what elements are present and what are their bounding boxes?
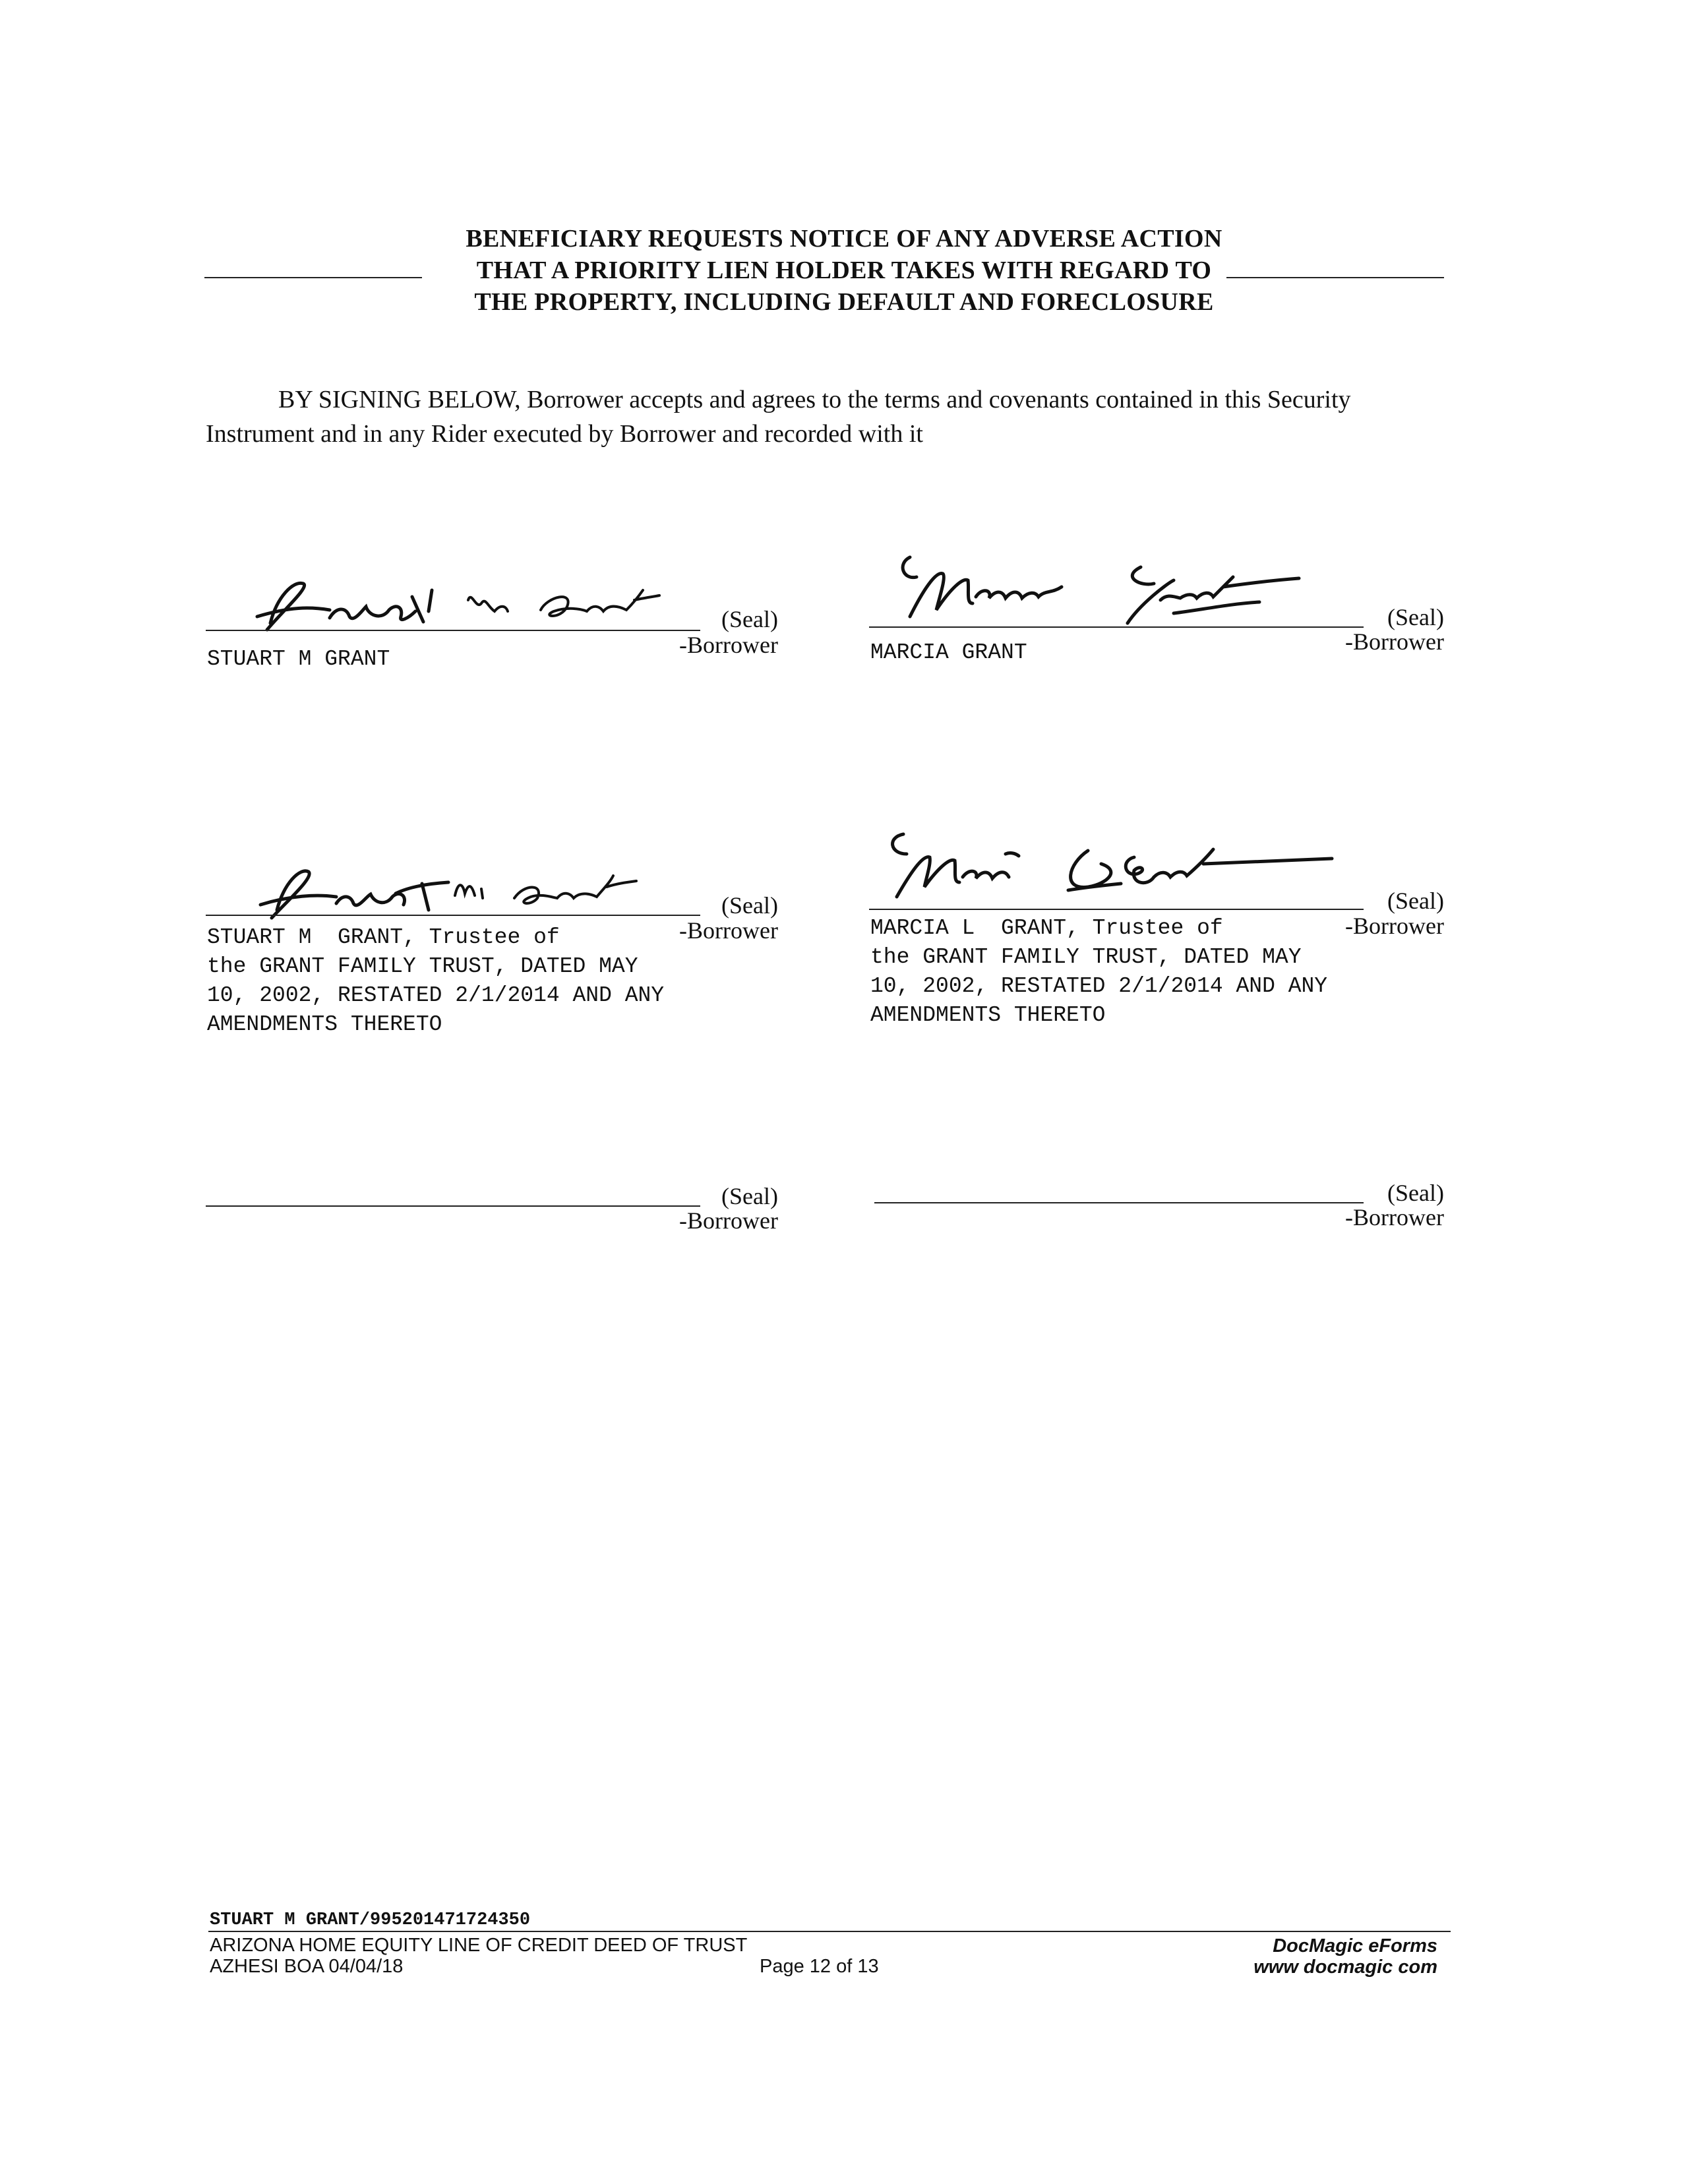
borrower-label-1: -Borrower <box>679 632 778 658</box>
footer-loan-id: STUART M GRANT/995201471724350 <box>210 1910 531 1930</box>
heading-line-1: BENEFICIARY REQUESTS NOTICE OF ANY ADVERSE ACTION <box>466 225 1222 253</box>
footer-form-code: AZHESI BOA 04/04/18 <box>210 1956 404 1977</box>
signer-name-4-line-1: MARCIA L GRANT, Trustee of <box>870 916 1223 940</box>
signer-name-3-line-3: 10, 2002, RESTATED 2/1/2014 AND ANY <box>207 983 665 1008</box>
signer-name-3-line-2: the GRANT FAMILY TRUST, DATED MAY <box>207 954 638 979</box>
heading-rule-right <box>1226 277 1444 278</box>
heading-line-3: THE PROPERTY, INCLUDING DEFAULT AND FORECLOSURE <box>474 288 1214 316</box>
borrower-label-4: -Borrower <box>1345 913 1444 939</box>
signature-line-3 <box>206 915 700 916</box>
signer-name-3-line-1: STUART M GRANT, Trustee of <box>207 925 560 950</box>
signature-line-5 <box>206 1205 700 1207</box>
signature-line-1 <box>206 630 700 631</box>
borrower-label-5: -Borrower <box>679 1207 778 1234</box>
seal-label-3: (Seal) <box>721 892 778 919</box>
seal-label-4: (Seal) <box>1387 888 1444 914</box>
seal-label-5: (Seal) <box>721 1183 778 1209</box>
signer-name-3-line-4: AMENDMENTS THERETO <box>207 1012 442 1037</box>
footer-page-number: Page 12 of 13 <box>760 1956 879 1977</box>
heading-line-2: THAT A PRIORITY LIEN HOLDER TAKES WITH REGARD TO <box>476 257 1212 284</box>
signature-line-4 <box>869 909 1364 910</box>
footer-rule <box>208 1931 1451 1932</box>
borrower-label-2: -Borrower <box>1345 628 1444 655</box>
acceptance-paragraph: BY SIGNING BELOW, Borrower accepts and agrees to the terms and covenants contained in this Security Instrument and in any Rider executed by Borrower and recorded with it <box>206 386 1351 448</box>
seal-label-2: (Seal) <box>1387 604 1444 630</box>
seal-label-6: (Seal) <box>1387 1180 1444 1206</box>
signature-line-6 <box>874 1202 1364 1203</box>
footer-website: www docmagic com <box>1253 1957 1437 1978</box>
seal-label-1: (Seal) <box>721 606 778 632</box>
handwritten-signature-stuart-trustee <box>231 857 692 923</box>
signer-name-4-line-4: AMENDMENTS THERETO <box>870 1003 1106 1027</box>
handwritten-signature-stuart <box>231 570 692 636</box>
borrower-label-6: -Borrower <box>1345 1204 1444 1230</box>
signer-name-4-line-2: the GRANT FAMILY TRUST, DATED MAY <box>870 945 1302 969</box>
signer-name-4-line-3: 10, 2002, RESTATED 2/1/2014 AND ANY <box>870 974 1328 998</box>
handwritten-signature-marcia <box>890 551 1352 650</box>
signer-name-1: STUART M GRANT <box>207 647 390 671</box>
borrower-label-3: -Borrower <box>679 917 778 944</box>
document-heading <box>0 223 1688 318</box>
signer-name-2: MARCIA GRANT <box>870 640 1027 665</box>
footer-brand-logo: DocMagic eForms <box>1273 1935 1437 1957</box>
signature-line-2 <box>869 626 1364 628</box>
heading-rule-left <box>204 277 422 278</box>
footer-form-title: ARIZONA HOME EQUITY LINE OF CREDIT DEED OF TRUST <box>210 1935 748 1956</box>
